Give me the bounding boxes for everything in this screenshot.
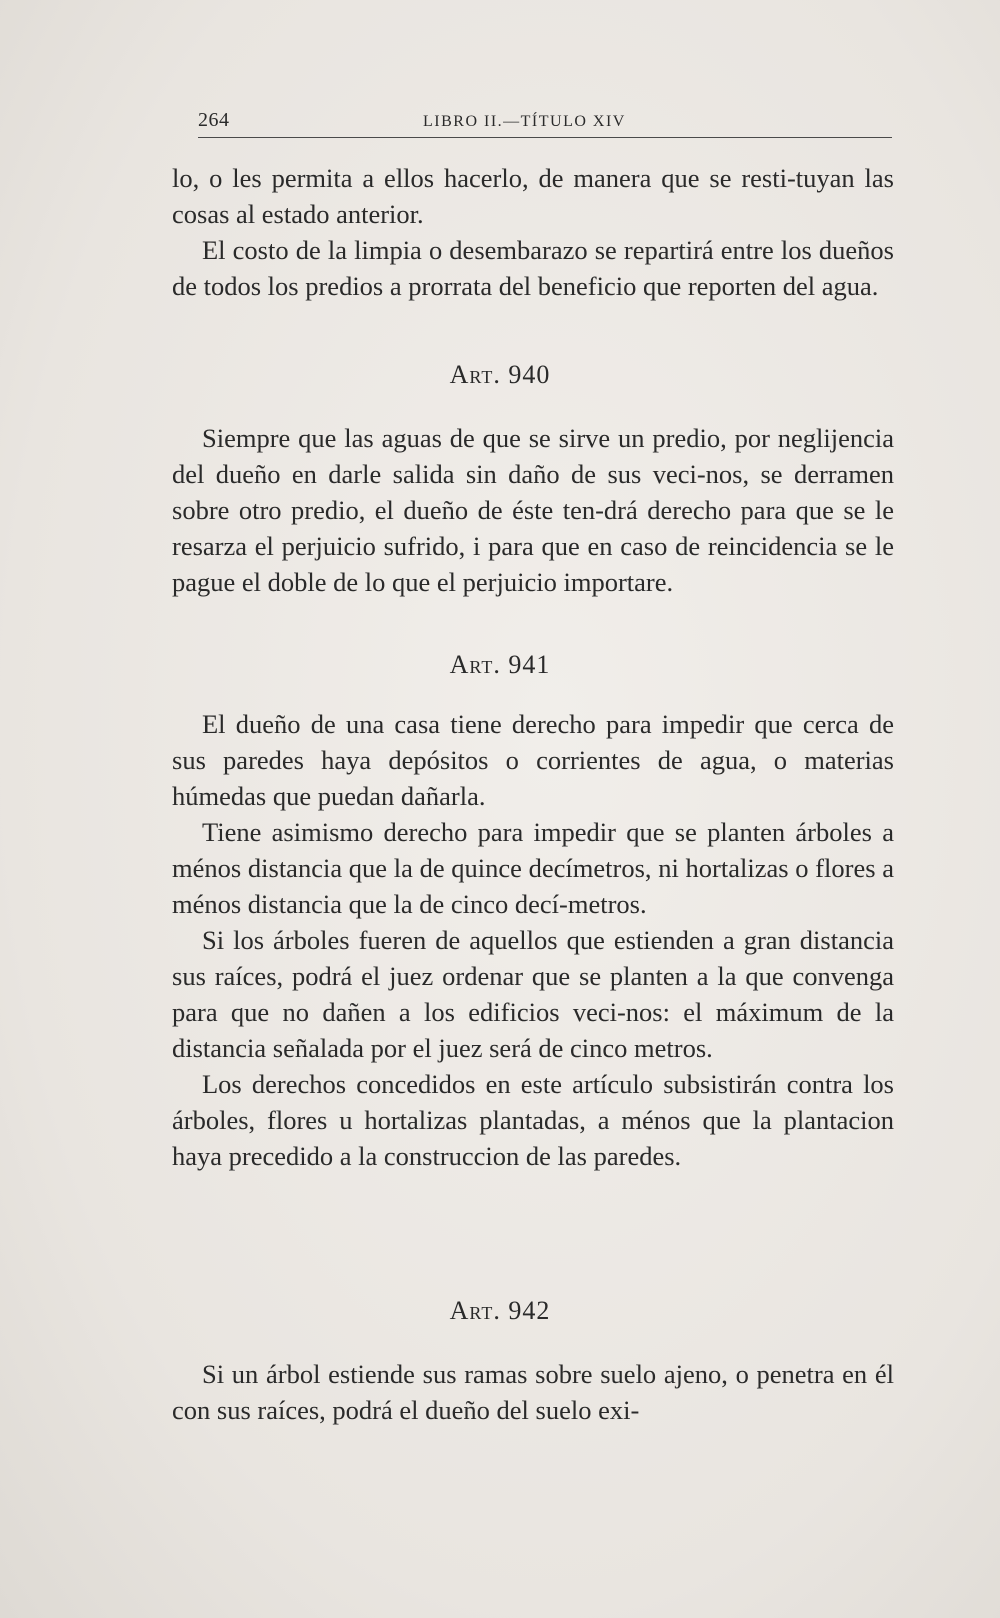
- article-heading-940: Art. 940: [449, 360, 551, 389]
- paragraph-continuation: lo, o les permita a ellos hacerlo, de manera que se resti-tuyan las cosas al estado anterior.: [172, 163, 894, 229]
- paragraph-art-941-1: El dueño de una casa tiene derecho para impedir que cerca de sus paredes haya depósitos o corrientes de agua, o materias húmedas que puedan dañarla.: [172, 709, 894, 811]
- paragraph-art-941-3: Si los árboles fueren de aquellos que estienden a gran distancia sus raíces, podrá el juez ordenar que se planten a la que convenga para que no dañen a los edificios veci-nos: el máximum de la distancia señalada por el juez será de cinco metros.: [172, 925, 894, 1063]
- article-heading-942: Art. 942: [449, 1296, 551, 1325]
- paragraph-art-941-4: Los derechos concedidos en este artículo subsistirán contra los árboles, flores u hortalizas plantadas, a ménos que la plantacion haya precedido a la construccion de las paredes.: [172, 1069, 894, 1171]
- paragraph-art-941-2: Tiene asimismo derecho para impedir que se planten árboles a ménos distancia que la de quince decímetros, ni hortalizas o flores a ménos distancia que la de cinco decí-metros.: [172, 817, 894, 919]
- article-heading-941: Art. 941: [449, 650, 551, 679]
- running-head: LIBRO II.—TÍTULO XIV: [423, 113, 626, 130]
- text-block-art-942: [172, 1356, 894, 1428]
- text-block-art-941: [172, 706, 894, 1174]
- paragraph-art-942: Si un árbol estiende sus ramas sobre suelo ajeno, o penetra en él con sus raíces, podrá el dueño del suelo exi-: [172, 1359, 894, 1425]
- paragraph-art-940: Siempre que las aguas de que se sirve un predio, por neglijencia del dueño en darle salida sin daño de sus veci-nos, se derramen sobre otro predio, el dueño de éste ten-drá derecho para que se le resarza el perjuicio sufrido, i para que en caso de reincidencia se le pague el doble de lo que el perjuicio importare.: [172, 423, 894, 597]
- paragraph-cost: El costo de la limpia o desembarazo se repartirá entre los dueños de todos los predios a prorrata del beneficio que reporten del agua.: [172, 235, 894, 301]
- page-number: 264: [198, 109, 230, 131]
- text-block-art-940: [172, 420, 894, 600]
- text-block-continuation: [172, 160, 894, 304]
- page-header: [198, 105, 892, 138]
